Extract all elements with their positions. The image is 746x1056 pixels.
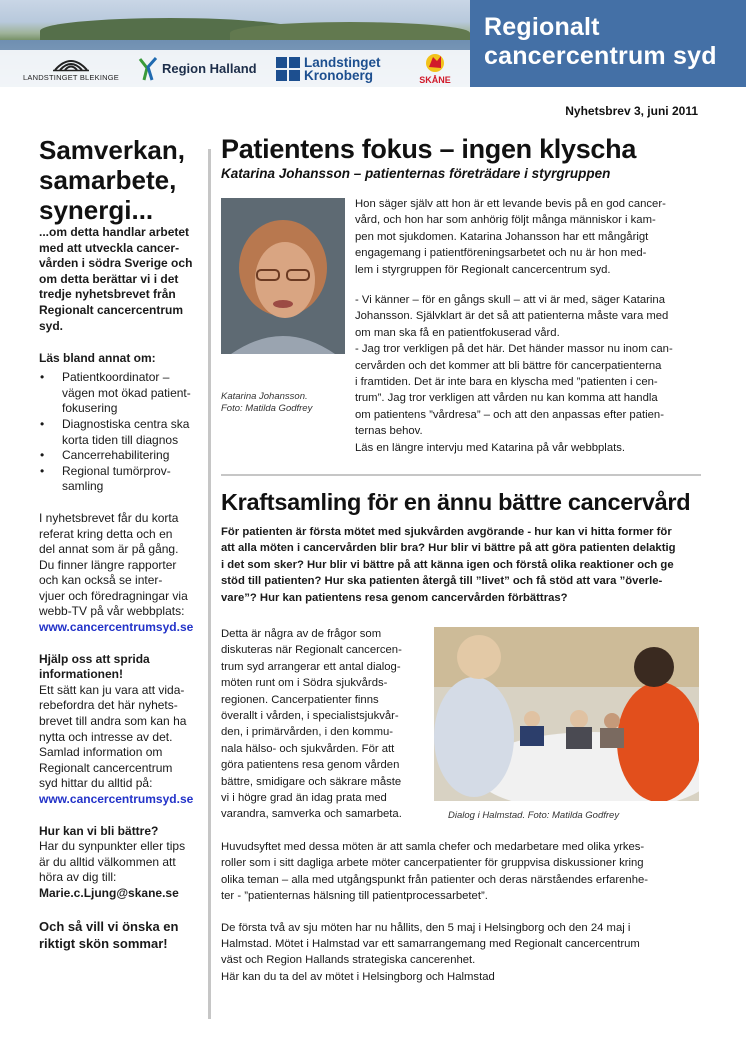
- halland-logo: [137, 50, 259, 87]
- article-2-column: [221, 626, 427, 823]
- article-2: [221, 488, 701, 606]
- para-line: syd hittar du alltid på:: [39, 776, 153, 791]
- body-line: om patientens ”vårdresa” – och att den anpassas efter patien-: [355, 408, 664, 421]
- website-link[interactable]: www.cancercentrumsyd.se: [39, 620, 194, 635]
- article-2-lead: [221, 524, 701, 606]
- body-line: göra patientens resa genom vården: [221, 759, 400, 772]
- meeting-caption: Dialog i Halmstad. Foto: Matilda Godfrey: [448, 810, 620, 821]
- body-line: bättre, smidigare och säkrare måste: [221, 775, 402, 788]
- list-item-line: Diagnostiska centra ska: [62, 416, 190, 431]
- para-line: Samlad information om: [39, 745, 163, 760]
- closing-greeting: [39, 918, 197, 952]
- para-line: rebefordra det här nyhets-: [39, 698, 178, 713]
- article-1-body: [355, 196, 701, 456]
- para-line: webb-TV på vår webbplats:: [39, 604, 185, 619]
- body-line: - Jag tror verkligen på det här. Det händer massor nu inom can-: [355, 343, 673, 356]
- interview-link[interactable]: Läs en längre intervju med Katarina på vår webbplats.: [355, 441, 626, 454]
- list-item: [39, 464, 197, 495]
- para-line: höra av dig till:: [39, 870, 117, 885]
- meeting-photo: [434, 627, 699, 801]
- article-1-lead: [355, 196, 701, 278]
- title-line-1: Regionalt: [484, 13, 600, 41]
- caption-line: Katarina Johansson.: [221, 391, 308, 402]
- para-line: referat kring detta och en: [39, 526, 173, 541]
- intro-line: ...om detta handlar arbetet: [39, 225, 190, 239]
- portrait-caption: [221, 391, 351, 415]
- para-line: vjuer och föredragningar via: [39, 588, 188, 603]
- body-line: den, i primärvården, i den kommu-: [221, 726, 394, 739]
- kronoberg-emblem-icon: [276, 57, 300, 81]
- list-item-line: Cancerrehabilitering: [62, 448, 170, 463]
- list-item: [39, 448, 197, 464]
- sidebar-heading-line: samarbete,: [39, 165, 177, 195]
- body-line: överallt i vården, i specialistsjukvår-: [221, 710, 399, 723]
- email-address[interactable]: Marie.c.Ljung@skane.se: [39, 885, 179, 900]
- partner-logos: [0, 50, 470, 87]
- lead-line: Hon säger själv att hon är ett levande bevis på en god cancer-: [355, 198, 666, 210]
- lead-line: engagemang i patientföreningsarbetet och nu är hon med-: [355, 247, 647, 260]
- topic-list: [39, 370, 197, 495]
- lead-line: stöd till patienten? Hur ska patienten återgå till ”livet” och få stöd att vara ”överle-: [221, 575, 663, 588]
- body-line: väst och Region Hallands strategiska cancerenhet.: [221, 954, 476, 967]
- body-line: Huvudsyftet med dessa möten är att samla chefer och medarbetare med olika yrkes-: [221, 841, 645, 853]
- body-line: diskuteras när Regionalt cancercen-: [221, 644, 402, 657]
- intro-line: syd.: [39, 318, 64, 333]
- kronoberg-logo-line2: Kronoberg: [304, 67, 373, 83]
- caption-line: Foto: Matilda Godfrey: [221, 403, 313, 414]
- lead-line: vård, och hon har som anhörig följt många människor i kam-: [355, 214, 656, 227]
- lead-line: i det som sker? Hur blir vi bättre på att känna igen och förstå olika reaktioner och ge: [221, 558, 674, 571]
- sidebar-heading-line: synergi...: [39, 195, 154, 225]
- para-line: brevet till andra som kan ha: [39, 714, 187, 729]
- list-heading: Läs bland annat om:: [39, 351, 156, 366]
- sidebar-intro: [39, 225, 197, 334]
- sidebar: [39, 135, 197, 952]
- bullet-icon: •: [40, 463, 45, 478]
- meeting-illustration: [434, 627, 699, 801]
- feedback-heading: Hur kan vi bli bättre?: [39, 823, 159, 838]
- blekinge-logo: [10, 50, 132, 87]
- body-line: regionen. Cancerpatienter finns: [221, 693, 379, 706]
- header-banner: [0, 0, 746, 87]
- intro-line: tredje nyhetsbrevet från: [39, 287, 176, 302]
- feedback-section: [39, 824, 197, 902]
- para-line: Du finner längre rapporter: [39, 557, 177, 572]
- help-heading: Hjälp oss att sprida: [39, 651, 150, 666]
- para-line: är du alltid välkommen att: [39, 854, 176, 869]
- bullet-icon: •: [40, 370, 45, 385]
- body-line: om man ska få en patientfokuserad vård.: [355, 326, 560, 339]
- sidebar-paragraph: [39, 511, 197, 636]
- help-section: [39, 652, 197, 808]
- article-1-text: [355, 292, 701, 456]
- portrait-illustration: [221, 198, 345, 354]
- para-line: Regionalt cancercentrum: [39, 760, 173, 775]
- article-2-paragraph: [221, 839, 701, 905]
- article-2-paragraph: [221, 920, 701, 986]
- website-link[interactable]: www.cancercentrumsyd.se: [39, 792, 194, 806]
- skane-griffin-icon: [422, 53, 448, 75]
- body-line: ternas behov.: [355, 425, 423, 438]
- article-1-byline: Katarina Johansson – patienternas företrädare i styrgruppen: [221, 166, 611, 181]
- para-line: del annat som är på gång.: [39, 542, 179, 557]
- bullet-icon: •: [40, 416, 45, 431]
- body-line: olika teman – alla med utgångspunkt från patienter och deras närståendes erfarenhe-: [221, 873, 649, 886]
- list-item-line: Regional tumörprov-: [62, 463, 171, 478]
- column-divider: [208, 149, 211, 1019]
- body-line: cervården och det kommer att bli bättre för cancerpatienterna: [355, 359, 662, 372]
- body-line: Johansson. Självklart är det så att patienterna måste vara med: [355, 310, 669, 323]
- sidebar-heading-line: Samverkan,: [39, 135, 185, 165]
- lead-line: lem i styrgruppen för Regionalt cancercentrum syd.: [355, 263, 611, 276]
- issue-label: Nyhetsbrev 3, juni 2011: [565, 104, 698, 118]
- list-item-line: vägen mot ökad patient-: [62, 385, 191, 400]
- para-line: Har du synpunkter eller tips: [39, 839, 186, 854]
- portrait-photo: [221, 198, 345, 354]
- meeting-link[interactable]: Här kan du ta del av mötet i Helsingborg och Halmstad: [221, 970, 495, 983]
- body-line: Halmstad. Mötet i Halmstad var ett samarrangemang med Regionalt cancercentrum: [221, 938, 640, 951]
- intro-line: med att utveckla cancer-: [39, 240, 180, 255]
- list-item: [39, 370, 197, 417]
- blekinge-emblem-icon: [51, 56, 91, 72]
- sidebar-heading: [39, 135, 197, 225]
- article-divider: [221, 474, 701, 476]
- halland-emblem-icon: [137, 56, 159, 82]
- lead-line: att alla möten i cancervården blir bra? Hur blir vi bättre på att göra patienten delaktig: [221, 542, 676, 555]
- article-1-title: Patientens fokus – ingen klyscha: [221, 134, 637, 164]
- list-item: [39, 417, 197, 448]
- list-item-line: Patientkoordinator –: [62, 370, 170, 385]
- kronoberg-logo-line1: Landstinget: [304, 54, 381, 70]
- article-2-body: [221, 839, 701, 985]
- intro-line: vården i södra Sverige och: [39, 256, 193, 271]
- article-2-title: Kraftsamling för en ännu bättre cancervård: [221, 489, 691, 515]
- body-line: möten runt om i Södra sjukvårds-: [221, 677, 388, 690]
- blekinge-logo-text: LANDSTINGET BLEKINGE: [23, 72, 119, 82]
- closing-line: Och så vill vi önska en: [39, 918, 179, 934]
- article-2-intro: [221, 626, 427, 823]
- para-line: Ett sätt kan ju vara att vida-: [39, 682, 185, 697]
- body-line: Detta är några av de frågor som: [221, 628, 382, 640]
- list-item-line: fokusering: [62, 401, 118, 416]
- lead-line: pen mot sjukdomen. Katarina Johansson har ett mångårigt: [355, 230, 649, 243]
- body-line: varandra, samverka och samarbeta.: [221, 808, 402, 821]
- body-line: ter - ”patienternas hälsning till patientprocessarbetet”.: [221, 890, 488, 903]
- skane-logo: [410, 50, 460, 87]
- help-heading: informationen!: [39, 667, 123, 682]
- body-line: - Vi känner – för en gångs skull – att vi är med, säger Katarina: [355, 294, 665, 307]
- body-line: trum”. Jag tror verkligen att vården nu kan komma att handla: [355, 392, 658, 405]
- closing-line: riktigt skön sommar!: [39, 935, 168, 951]
- body-line: i framtiden. Det är inte bara en klyscha med ”patienten i cen-: [355, 376, 658, 389]
- kronoberg-logo: [276, 50, 400, 87]
- halland-logo-text: Region Halland: [162, 61, 257, 76]
- lead-line: För patienten är första mötet med sjukvården avgörande - hur kan vi hitta former för: [221, 526, 672, 538]
- body-line: nala hälso- och sjukvården. För att: [221, 742, 395, 755]
- para-line: och kan också se inter-: [39, 573, 163, 588]
- para-line: I nyhetsbrevet får du korta: [39, 510, 179, 525]
- body-line: De första två av sju möten har nu hållits, den 5 maj i Helsingborg och den 24 maj i: [221, 921, 631, 934]
- title-line-2: cancercentrum syd: [484, 42, 717, 70]
- lead-line: vare”? Hur kan patientens resa genom cancervården förbättras?: [221, 591, 568, 604]
- rcc-title-block: [470, 0, 746, 87]
- body-line: roller som i sitt dagliga arbete möter cancerpatienter för gruppvisa diskussioner kring: [221, 857, 644, 870]
- intro-line: Regionalt cancercentrum: [39, 302, 184, 317]
- skane-logo-text: SKÅNE: [419, 74, 451, 85]
- list-item-line: samling: [62, 479, 104, 494]
- para-line: nytta och intresse av det.: [39, 729, 173, 744]
- bullet-icon: •: [40, 448, 45, 463]
- list-item-line: korta tiden till diagnos: [62, 432, 179, 447]
- intro-line: om detta berättar vi i det: [39, 271, 179, 286]
- article-1-header: [221, 134, 701, 181]
- body-line: trum syd arrangerar ett antal dialog-: [221, 660, 401, 673]
- body-line: vi i högre grad än idag prata med: [221, 792, 387, 805]
